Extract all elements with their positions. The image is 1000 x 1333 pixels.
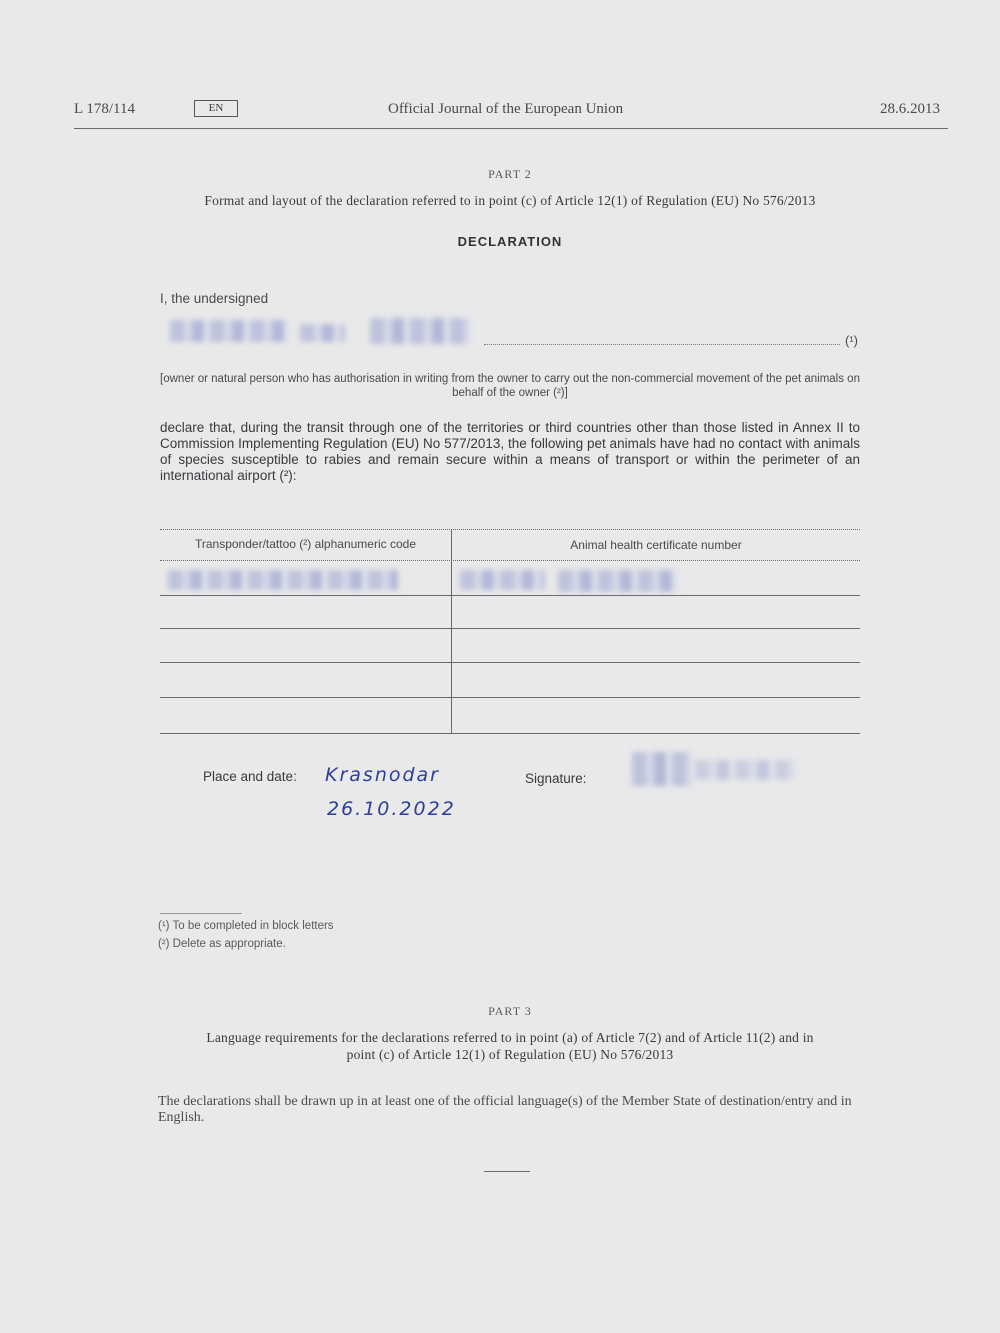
place-date-label: Place and date: <box>203 769 297 784</box>
end-mark <box>484 1171 530 1172</box>
redacted-name-middle <box>300 324 345 342</box>
redacted-certificate-part1 <box>460 570 545 590</box>
signature-label: Signature: <box>525 771 587 786</box>
owner-note: [owner or natural person who has authorisation in writing from the owner to carry out the non-commercial movement of the pet animals on behalf of the owner (²)] <box>160 373 860 399</box>
name-dotted-line <box>484 344 840 345</box>
language-badge: EN <box>194 100 238 117</box>
footnote-divider <box>160 913 242 914</box>
redacted-certificate-part2 <box>558 570 678 592</box>
place-handwritten: Krasnodar <box>325 764 440 786</box>
redacted-name-last <box>370 318 470 344</box>
part3-subtitle-line2: point (c) of Article 12(1) of Regulation (EU) No 576/2013 <box>346 1047 674 1062</box>
redacted-name-first <box>170 320 290 342</box>
table-top-rule <box>160 529 860 530</box>
part3-body: The declarations shall be drawn up in at least one of the official language(s) of the Member State of destination/entry and in English. <box>158 1094 852 1125</box>
footnote-1: (¹) To be completed in block letters <box>158 920 334 932</box>
declaration-title: DECLARATION <box>457 234 563 249</box>
table-row-rule <box>160 628 860 629</box>
part2-subtitle: Format and layout of the declaration referred to in point (c) of Article 12(1) of Regulation (EU) No 576/2013 <box>204 193 816 208</box>
signature-redacted-tail <box>695 760 795 780</box>
undersigned-label: I, the undersigned <box>160 291 269 306</box>
footnote-ref-1: (¹) <box>845 333 858 348</box>
table-row-rule <box>160 697 860 698</box>
declaration-paragraph: declare that, during the transit through one of the territories or third countries other than those listed in Annex II to Commission Implementing Regulation (EU) No 577/2013, the following pet animals have had no contact with animals of species susceptible to rabies and remain secure within a means of transport or within the perimeter of an international airport (²): <box>160 420 860 483</box>
redacted-transponder-code <box>168 570 398 590</box>
table-header-transponder: Transponder/tattoo (²) alphanumeric code <box>194 537 416 551</box>
footnote-2: (²) Delete as appropriate. <box>158 938 286 950</box>
table-header-certificate: Animal health certificate number <box>570 538 742 552</box>
part3-label: PART 3 <box>488 1004 532 1018</box>
table-bottom-rule <box>160 733 860 734</box>
part2-label: PART 2 <box>488 167 532 181</box>
journal-title: Official Journal of the European Union <box>388 101 624 117</box>
header-divider <box>74 128 948 129</box>
date-handwritten: 26.10.2022 <box>327 798 456 820</box>
table-row-rule <box>160 595 860 596</box>
table-header-rule <box>160 560 860 561</box>
signature-redacted <box>632 752 692 786</box>
part3-subtitle-line1: Language requirements for the declarations referred to in point (a) of Article 7(2) and of Article 11(2) and in <box>206 1030 814 1045</box>
table-row-rule <box>160 662 860 663</box>
publication-date: 28.6.2013 <box>880 101 940 117</box>
page-reference: L 178/114 <box>74 101 135 117</box>
